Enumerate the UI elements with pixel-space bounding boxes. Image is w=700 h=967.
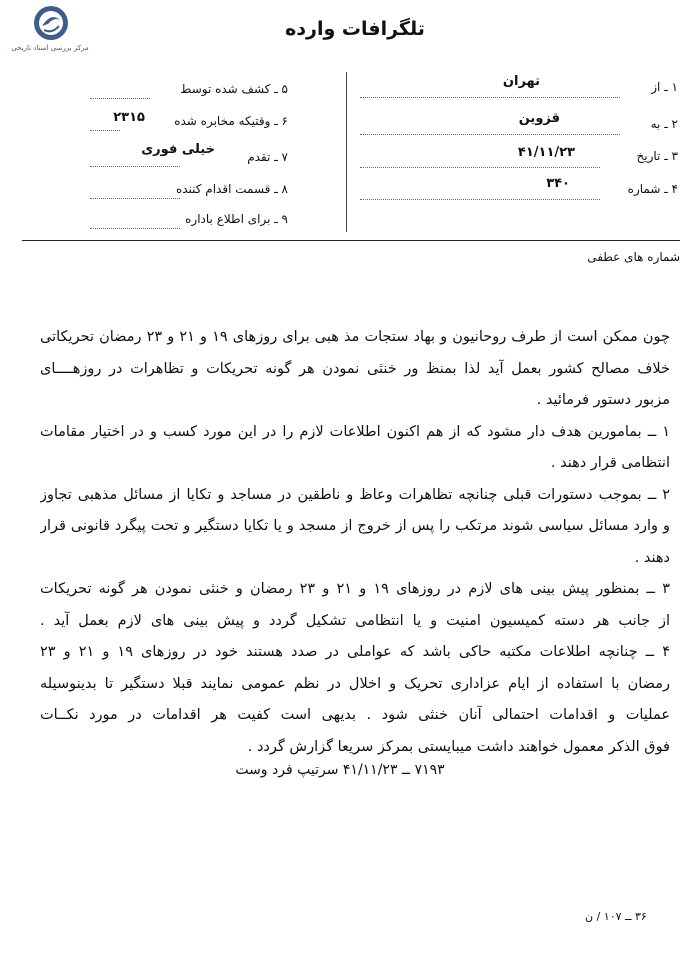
- body-line: عملیات و اقدامات احتمالی آنان خنثی شود . بدیهی است کفیت هر اقدامات در مورد نکــات: [40, 707, 670, 723]
- reference-numbers-label: شماره های عطفی: [587, 250, 680, 264]
- column-divider: [346, 72, 347, 232]
- field-date-line: [360, 167, 600, 168]
- field-action-dept-label: ۸ ـ قسمت اقدام کننده: [175, 182, 288, 196]
- field-transmitted-label: ۶ ـ وقتیکه مخابره شده: [174, 114, 288, 128]
- header-separator: [22, 240, 680, 241]
- field-to-value: قزوین: [518, 111, 560, 126]
- field-number-value: ۳۴۰: [546, 176, 570, 191]
- field-from-label: ۱ ـ از: [651, 80, 678, 94]
- field-action-dept-line: [90, 198, 180, 199]
- body-line: دهند .: [634, 549, 670, 566]
- field-number-label: ۴ ـ شماره: [627, 182, 678, 196]
- field-info-dept-line: [90, 228, 180, 229]
- body-line: و وارد مسائل سیاسی شوند مرتکب را پس از خروج از مسجد و یا تکایا دستگیر و تحت پیگرد قانونی قرار: [40, 518, 670, 534]
- signature-line: ۷۱۹۳ ــ ۴۱/۱۱/۲۳ سرتیپ فرد وست: [235, 762, 445, 778]
- document-reference-number: ۳۶ ــ ۱۰۷ / ن: [585, 910, 647, 923]
- body-line: خلاف مصالح کشور بعمل آید لذا بمنظ ور خنثی نمودن هر گونه تحریکات و تظاهرات در روزهــــای: [40, 360, 670, 377]
- field-date-value: ۴۱/۱۱/۲۳: [517, 145, 575, 160]
- field-from-value: تهران: [502, 74, 540, 89]
- document-title: تلگرافات وارده: [285, 18, 425, 40]
- archive-logo: [4, 4, 96, 58]
- body-line: ۱ ــ بمامورین هدف دار مشود که از هم اکنون اطلاعات لازم را در این مورد کسب و در اختیار مقامات: [40, 423, 670, 440]
- field-priority-line: [90, 166, 180, 167]
- body-line: مزبور دستور فرمائید .: [536, 392, 670, 408]
- field-priority-label: ۷ ـ تقدم: [247, 150, 288, 164]
- archive-caption: مرکز بررسی اسناد تاریخی: [11, 44, 89, 52]
- field-to-line: [360, 134, 620, 135]
- telegram-body: [40, 322, 670, 763]
- field-priority-value: خیلی فوری: [141, 142, 215, 157]
- archive-seal-icon: [32, 4, 70, 42]
- field-decoded-by-label: ۵ ـ کشف شده توسط: [180, 82, 288, 96]
- body-line: ۲ ــ بموجب دستورات قبلی چنانچه تظاهرات وعاظ و ناطقین در مساجد و تکایا از مسائل مذهبی تجاوز: [40, 486, 670, 503]
- field-date-label: ۳ ـ تاریخ: [636, 149, 678, 163]
- body-line: فوق الذکر معمول خواهند داشت میبایستی بمرکز سریعا گزارش گردد .: [247, 738, 670, 755]
- field-number-line: [360, 199, 600, 200]
- field-decoded-by-line: [90, 98, 150, 99]
- field-info-dept-label: ۹ ـ برای اطلاع باداره: [185, 212, 288, 226]
- body-line: چون ممکن است از طرف روحانیون و بهاد ستجات مذ هبی برای روزهای ۱۹ و ۲۱ و ۲۳ رمضان تحریکاتی: [40, 329, 670, 345]
- field-transmitted-value: ۲۳۱۵: [113, 110, 145, 125]
- field-from-line: [360, 97, 620, 98]
- body-line: از جانب هر دسته کمیسیون امنیت و یا انتظامی تشکیل گردد و پیش بینی های لازم بعمل آید .: [40, 612, 670, 629]
- field-to-label: ۲ ـ به: [650, 117, 678, 131]
- body-line: ۴ ــ چنانچه اطلاعات مکتبه حاکی باشد که عواملی در صدد هستند خود در روزهای ۱۹ و ۲۱ و ۲۳: [40, 644, 670, 660]
- body-line: ۳ ــ بمنظور پیش بینی های لازم در روزهای ۱۹ و ۲۱ و ۲۳ رمضان و خنثی نمودن هر گونه تحریکات: [40, 581, 670, 597]
- body-line: انتظامی قرار دهند .: [550, 455, 670, 471]
- field-transmitted-line: [90, 130, 120, 131]
- body-line: رمضان با استفاده از ایام عزاداری تحریک و اخلال در نظم عمومی نمایند قبلا دستگیر تا بدینوسیله: [40, 675, 670, 692]
